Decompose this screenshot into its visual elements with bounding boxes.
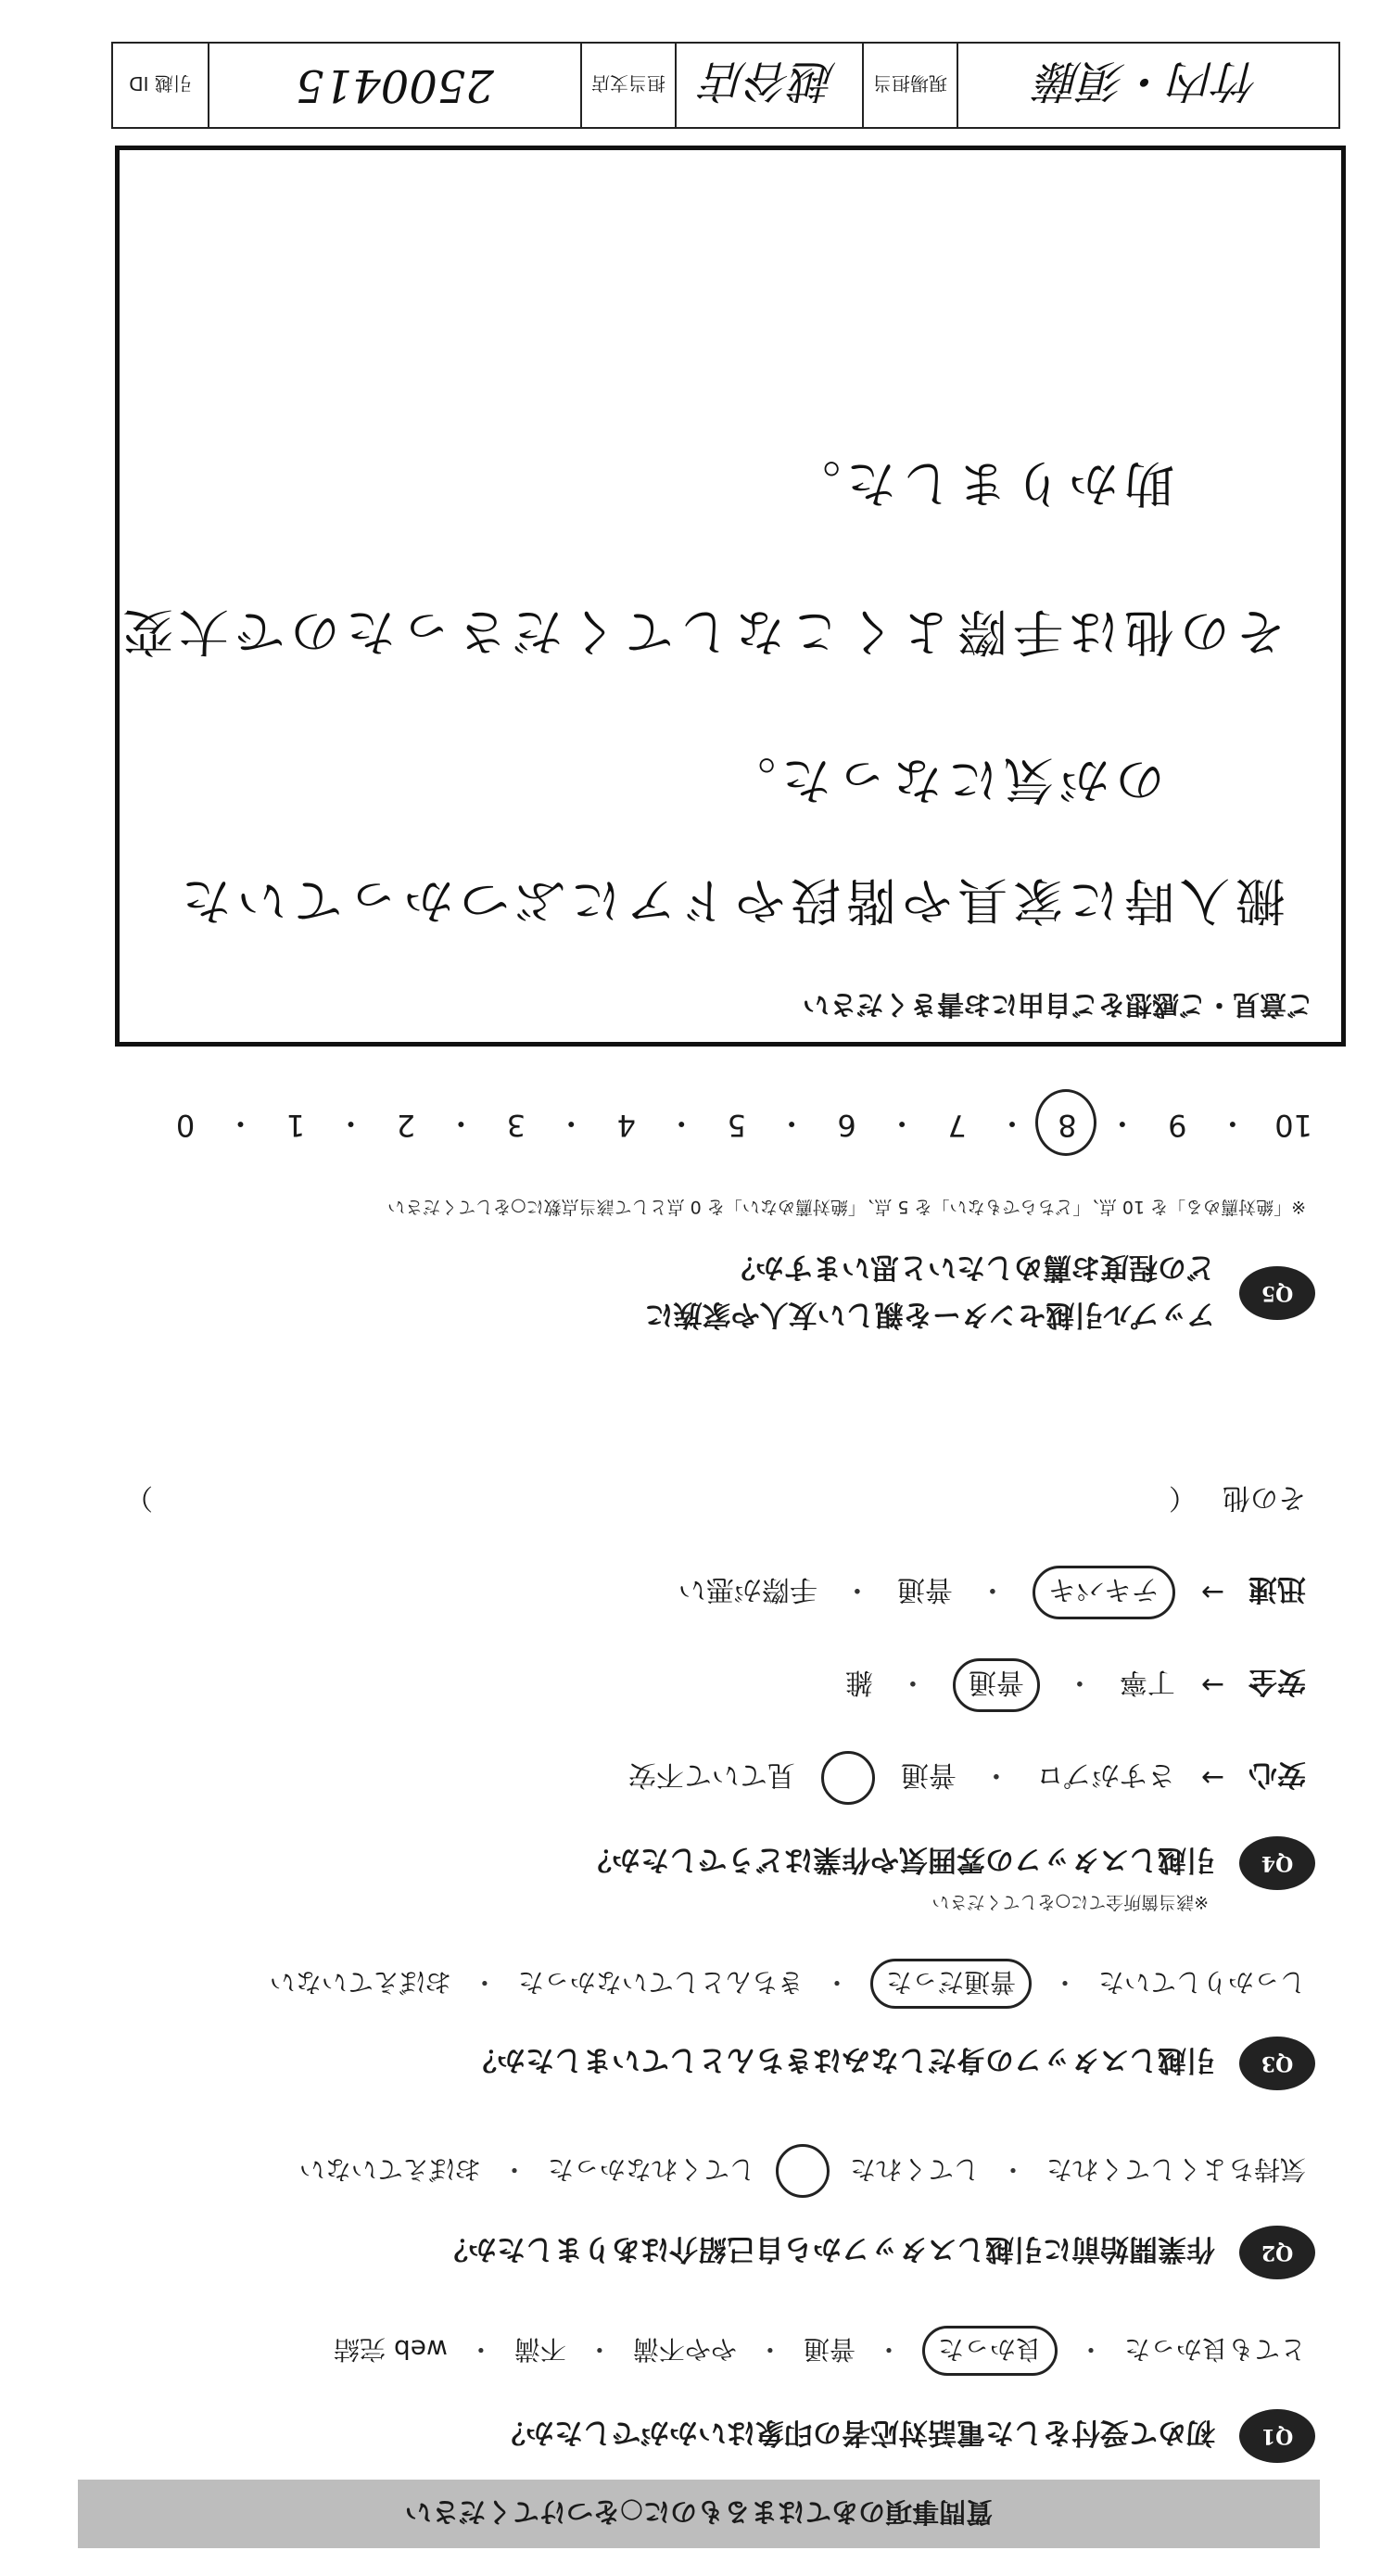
q4-option-selected[interactable]: テキパキ — [1033, 1566, 1175, 1619]
q3-options: しっかりしていた ・ 普通だった ・ きちんとしていなかった ・ おぼえていない — [270, 1959, 1306, 2009]
q5-scale-option[interactable]: 2 — [396, 1108, 416, 1143]
branch-value: 越谷店 — [703, 55, 837, 108]
q4-option-selected[interactable]: 普通 — [953, 1658, 1040, 1712]
q1-option[interactable]: web 完結 — [334, 2334, 448, 2365]
id-label-cell — [113, 44, 209, 127]
q4-note: ※該当箇所全てに○をしてください — [931, 1892, 1209, 1912]
q1-options: とても良かった ・ 良かった ・ 普通 ・ やや不満 ・ 不満 ・ web 完結 — [334, 2326, 1306, 2376]
branch-label-cell — [582, 44, 677, 127]
q4-option[interactable]: 普通 — [900, 1758, 957, 1791]
q5-scale-option[interactable]: 3 — [506, 1108, 526, 1143]
q1-badge: Q1 — [1239, 2409, 1315, 2463]
leader-value-cell — [958, 44, 1338, 127]
q2-text: 作業開始前に引越しスタッフから自己紹介はありましたか？ — [439, 2232, 1215, 2266]
q2-option[interactable]: してくれなかった — [547, 2154, 755, 2185]
id-label: 引越 ID — [129, 72, 192, 95]
q4-option[interactable]: 普通 — [896, 1573, 953, 1605]
question-4 — [583, 1836, 1315, 1890]
q4-row-jinsoku: 迅速 → テキパキ ・ 普通 ・ 手際が悪い — [678, 1566, 1306, 1619]
question-1 — [497, 2409, 1315, 2463]
q5-scale-separator: ・ — [887, 1106, 918, 1141]
id-value: 2500415 — [296, 59, 494, 111]
q4-selection-mark — [821, 1751, 875, 1805]
q5-scale-separator: ・ — [446, 1106, 476, 1141]
comment-box — [115, 146, 1346, 1047]
q3-badge: Q3 — [1239, 2037, 1315, 2090]
q5-scale-option[interactable]: 6 — [837, 1108, 856, 1143]
branch-label: 担当支店 — [591, 72, 665, 95]
q5-scale-separator: ・ — [996, 1106, 1027, 1141]
q4-option[interactable]: 丁寧 — [1119, 1666, 1175, 1698]
question-5 — [645, 1250, 1315, 1339]
q5-scale-separator: ・ — [666, 1106, 697, 1141]
q5-scale-separator: ・ — [1217, 1106, 1248, 1141]
q5-text-line1: アップル引越センターを親しい友人や家族に — [644, 1298, 1215, 1331]
leader-label-cell — [864, 44, 958, 127]
q4-row-anzen: 安全 → 丁寧 ・ 普通 ・ 雑 — [845, 1658, 1306, 1712]
q1-text: 初めて受付をした電話対応者の印象はいかがでしたか？ — [497, 2416, 1215, 2450]
leader-value: 竹内・須藤 — [1037, 55, 1261, 108]
q3-option[interactable]: しっかりしていた — [1097, 1967, 1306, 1998]
q1-option[interactable]: 不満 — [513, 2334, 566, 2365]
q3-option[interactable]: おぼえていない — [269, 1967, 451, 1998]
q3-option-selected[interactable]: 普通だった — [870, 1959, 1032, 2009]
q5-scale-option[interactable]: 4 — [616, 1108, 636, 1143]
q1-option[interactable]: とても良かった — [1123, 2334, 1306, 2365]
header-table — [111, 42, 1340, 129]
comment-line-1: 搬入時に家具や階段やドアにぶつかっていた — [175, 871, 1286, 930]
q5-badge: Q5 — [1239, 1266, 1315, 1320]
q5-scale-separator: ・ — [336, 1106, 366, 1141]
leader-label: 現場担当 — [873, 72, 947, 95]
id-value-cell — [209, 44, 582, 127]
q4-other-open: （ — [1169, 1481, 1197, 1514]
q4-other-label: その他 — [1223, 1481, 1306, 1514]
question-2 — [439, 2226, 1315, 2279]
q2-option[interactable]: おぼえていない — [298, 2154, 481, 2185]
q4-row-label: 迅速 — [1248, 1572, 1306, 1606]
q2-option[interactable]: 気持ちよくしてくれた — [1046, 2154, 1306, 2185]
q2-badge: Q2 — [1239, 2226, 1315, 2279]
q3-text: 引越しスタッフの身だしなみはきちんとしていましたか？ — [468, 2043, 1215, 2077]
q5-scale-option[interactable]: 9 — [1168, 1108, 1187, 1143]
q1-option[interactable]: 普通 — [803, 2334, 855, 2365]
q5-scale-separator: ・ — [777, 1106, 807, 1141]
q5-text-line2: どの程度お薦めしたいと思いますか？ — [727, 1250, 1215, 1284]
q5-scale-separator: ・ — [556, 1106, 587, 1141]
comment-line-4: 助かりました。 — [785, 454, 1174, 513]
q2-selection-mark — [776, 2144, 830, 2198]
q5-scale-separator: ・ — [225, 1106, 256, 1141]
q4-option[interactable]: 雑 — [844, 1666, 873, 1698]
q4-option[interactable]: 見ていて不安 — [627, 1758, 795, 1791]
comment-line-2: のが気になった。 — [720, 751, 1165, 809]
q5-scale-option[interactable]: 1 — [285, 1108, 306, 1143]
q4-other-close: ） — [125, 1481, 153, 1514]
q5-scale-option[interactable]: 10 — [1274, 1108, 1312, 1143]
q4-row-label: 安全 — [1248, 1665, 1306, 1699]
comment-line-3: その他は手際よくこなしてくださったので大変 — [118, 603, 1286, 661]
q4-option[interactable]: さすがプロ — [1035, 1758, 1175, 1791]
comment-title: ご意見・ご感想をご自由にお書きください — [802, 989, 1313, 1021]
q1-option[interactable]: やや不満 — [632, 2334, 737, 2365]
q4-other — [82, 1480, 1306, 1521]
q4-row-label: 安心 — [1248, 1758, 1306, 1792]
q2-option[interactable]: してくれた — [849, 2154, 980, 2185]
q4-badge: Q4 — [1239, 1836, 1315, 1890]
q5-scale-option[interactable]: 5 — [727, 1108, 746, 1143]
q5-scale-option[interactable]: 0 — [175, 1108, 196, 1143]
q5-scale-separator: ・ — [1107, 1106, 1137, 1141]
q5-scale-option[interactable]: 7 — [947, 1108, 967, 1143]
q4-row-anshin: 安心 → さすがプロ ・ 普通 見ていて不安 — [628, 1751, 1306, 1805]
q1-option-selected[interactable]: 良かった — [922, 2326, 1058, 2376]
q4-text: 引越しスタッフの雰囲気や作業はどうでしたか？ — [583, 1843, 1215, 1877]
question-3 — [468, 2037, 1315, 2090]
q3-option[interactable]: きちんとしていなかった — [517, 1967, 804, 1998]
instruction-banner: 質問事項のあてはまるものに○をつけてください — [78, 2480, 1320, 2548]
q5-scale — [172, 1104, 1312, 1147]
q5-note: ※「絶対薦める」を 10 点、「どちらでもない」を 5 点、「絶対薦めない」を 0 点として該当点数に○をしてください — [387, 1197, 1306, 1217]
q2-options: 気持ちよくしてくれた ・ してくれた してくれなかった ・ おぼえていない — [299, 2144, 1306, 2198]
q5-scale-option-selected[interactable]: 8 — [1054, 1108, 1080, 1143]
branch-value-cell — [677, 44, 864, 127]
q4-option[interactable]: 手際が悪い — [678, 1573, 817, 1605]
